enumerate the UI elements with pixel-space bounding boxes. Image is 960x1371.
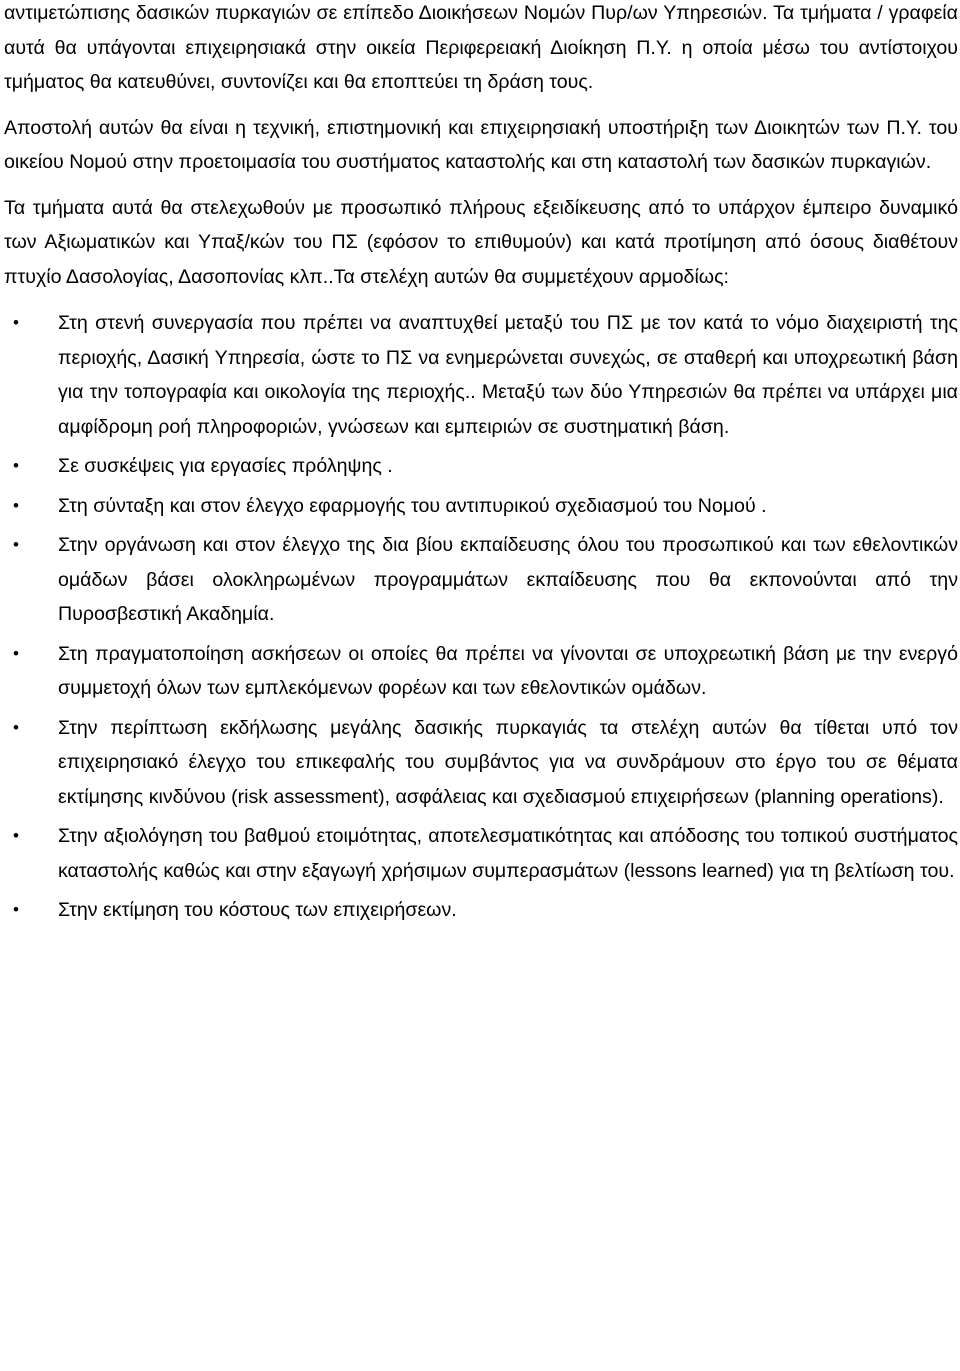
list-item <box>4 637 958 706</box>
bullet-icon: • <box>13 900 19 919</box>
bullet-list <box>4 306 958 928</box>
list-item <box>4 711 958 815</box>
paragraph-3: Τα τμήματα αυτά θα στελεχωθούν με προσωπικό πλήρους εξειδίκευσης από το υπάρχον έμπειρο δυναμικό των Αξιωματικών και Υπαξ/κών του ΠΣ (εφόσον το επιθυμούν) και κατά προτίμηση από όσους διαθέτουν πτυχίο Δασολογίας, Δασοπονίας κλπ..Τα στελέχη αυτών θα συμμετέχουν αρμοδίως: <box>4 196 958 288</box>
list-item <box>4 489 958 524</box>
bullet-icon: • <box>13 313 19 332</box>
list-item <box>4 449 958 484</box>
bullet-icon: • <box>13 717 19 737</box>
list-item-text: Στη σύνταξη και στον έλεγχο εφαρμογής του αντιπυρικού σχεδιασμού του Νομού . <box>58 494 767 517</box>
list-item-text: Στη στενή συνεργασία που πρέπει να αναπτυχθεί μεταξύ του ΠΣ με τον κατά το νόμο διαχειριστή της περιοχής, Δασική Υπηρεσία, ώστε το ΠΣ να ενημερώνεται συνεχώς, σε σταθερή και υποχρεωτική βάση για την τοπογραφία και οικολογία της περιοχής.. Μεταξύ των δύο Υπηρεσιών θα πρέπει να υπάρχει μια αμφίδρομη ροή πληροφοριών, γνώσεων και εμπειριών σε συστηματική βάση. <box>58 312 958 438</box>
list-item <box>4 306 958 444</box>
bullet-icon: • <box>13 535 19 554</box>
list-item-text: Σε συσκέψεις για εργασίες πρόληψης . <box>58 455 393 477</box>
list-item-text: Στην οργάνωση και στον έλεγχο της δια βίου εκπαίδευσης όλου του προσωπικού και των εθελοντικών ομάδων βάσει ολοκληρωμένων προγραμμάτων εκπαίδευσης που θα εκπονούνται από την Πυροσβεστική Ακαδημία. <box>58 534 958 625</box>
list-item-text: Στην περίπτωση εκδήλωσης μεγάλης δασικής πυρκαγιάς τα στελέχη αυτών θα τίθεται υπό τον επιχειρησιακό έλεγχο του επικεφαλής του συμβάντος για να συνδράμουν στο έργο του σε θέματα εκτίμησης κινδύνου (risk assessment), ασφάλειας και σχεδιασμού επιχειρήσεων (planning operations). <box>58 716 958 808</box>
list-item-text: Στην αξιολόγηση του βαθμού ετοιμότητας, αποτελεσματικότητας και απόδοσης του τοπικού συστήματος καταστολής καθώς και στην εξαγωγή χρήσιμων συμπερασμάτων (lessons learned) για τη βελτίωση του. <box>58 825 958 882</box>
bullet-icon: • <box>13 826 19 845</box>
paragraph-1: αντιμετώπισης δασικών πυρκαγιών σε επίπεδο Διοικήσεων Νομών Πυρ/ων Υπηρεσιών. Τα τμήματα / γραφεία αυτά θα υπάγονται επιχειρησιακά στην οικεία Περιφερειακή Διοίκηση Π.Υ. η οποία μέσω του αντίστοιχου τμήματος θα κατευθύνει, συντονίζει και θα εποπτεύει τη δράση τους. <box>4 2 958 93</box>
bullet-icon: • <box>13 456 19 475</box>
bullet-icon: • <box>13 495 19 515</box>
list-item <box>4 893 958 928</box>
list-item <box>4 819 958 888</box>
bullet-icon: • <box>13 643 19 663</box>
list-item-text: Στη πραγματοποίηση ασκήσεων οι οποίες θα πρέπει να γίνονται σε υποχρεωτική βάση με την ενεργό συμμετοχή όλων των εμπλεκόμενων φορέων και των εθελοντικών ομάδων. <box>58 642 958 699</box>
list-item-text: Στην εκτίμηση του κόστους των επιχειρήσεων. <box>58 899 457 921</box>
paragraph-2: Αποστολή αυτών θα είναι η τεχνική, επιστημονική και επιχειρησιακή υποστήριξη των Διοικητών των Π.Υ. του οικείου Νομού στην προετοιμασία του συστήματος καταστολής και στη καταστολή των δασικών πυρκαγιών. <box>4 116 958 173</box>
list-item <box>4 528 958 632</box>
